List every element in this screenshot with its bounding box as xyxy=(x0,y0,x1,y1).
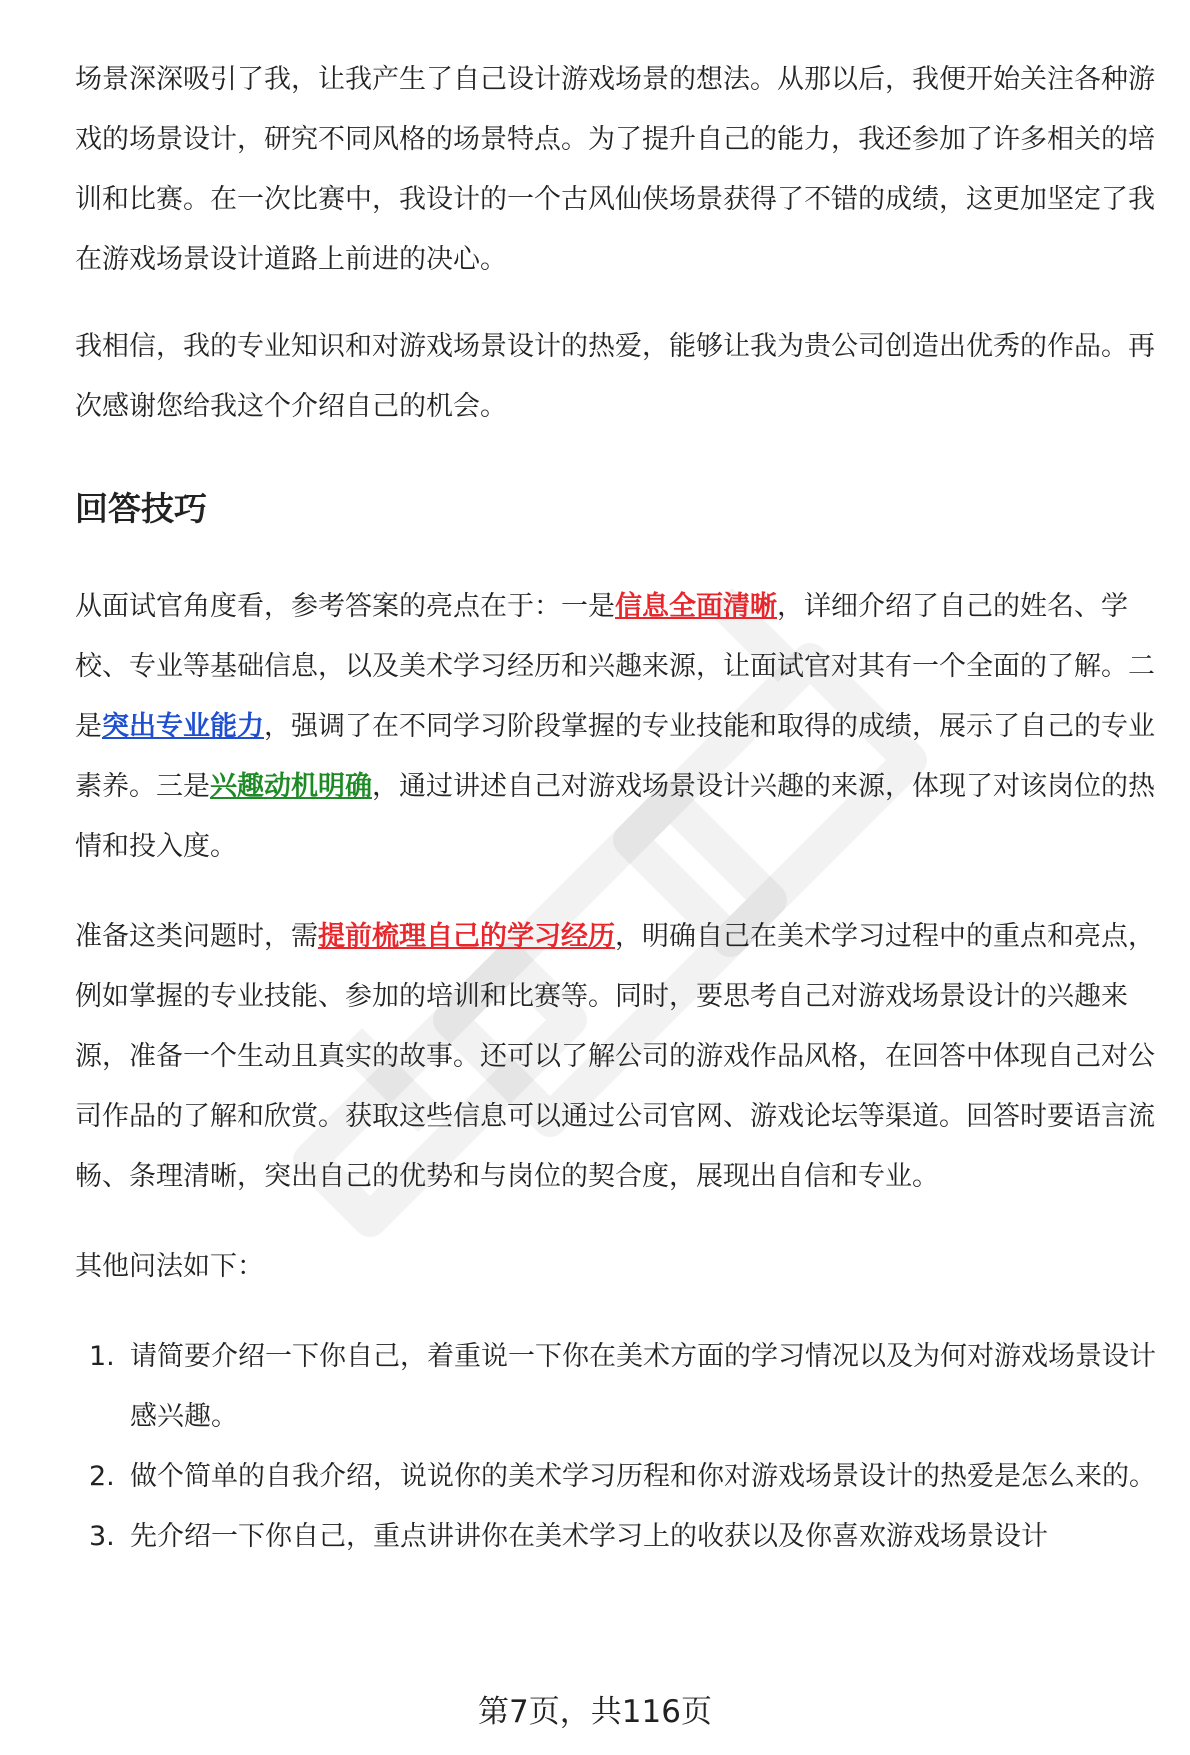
paragraph-preparation xyxy=(75,907,1160,1207)
highlight-interest-motivation: 兴趣动机明确 xyxy=(210,771,372,802)
list-item xyxy=(75,1327,1160,1447)
list-item xyxy=(75,1447,1160,1507)
list-item-number: 3. xyxy=(89,1521,115,1552)
analysis-text-1: 从面试官角度看，参考答案的亮点在于：一是 xyxy=(75,591,615,622)
analysis-text-2: ，详细介绍了自己的姓名、学校、专业等基础信息，以及美术学习经历和兴趣来源，让面试官对其有一个全面的了解。二是 xyxy=(75,591,1155,742)
analysis-text-3: ，强调了在不同学习阶段掌握的专业技能和取得的成绩，展示了自己的专业素养。三是 xyxy=(75,711,1155,802)
highlight-learning-history: 提前梳理自己的学习经历 xyxy=(318,921,615,952)
other-questions-title: 其他问法如下： xyxy=(75,1251,264,1282)
list-item-number: 2. xyxy=(89,1461,115,1492)
list-item-number: 1. xyxy=(89,1341,115,1372)
highlight-info-clear: 信息全面清晰 xyxy=(615,591,777,622)
paragraph-closing: 我相信，我的专业知识和对游戏场景设计的热爱，能够让我为贵公司创造出优秀的作品。再次感谢您给我这个介绍自己的机会。 xyxy=(75,331,1155,422)
list-item-text: 请简要介绍一下你自己，着重说一下你在美术方面的学习情况以及为何对游戏场景设计感兴趣。 xyxy=(130,1341,1156,1432)
list-item xyxy=(75,1507,1160,1567)
section-title: 回答技巧 xyxy=(75,489,207,528)
paragraph-analysis xyxy=(75,577,1160,877)
list-item-text: 先介绍一下你自己，重点讲讲你在美术学习上的收获以及你喜欢游戏场景设计 xyxy=(130,1521,1048,1552)
page-number-footer: 第7页，共116页 xyxy=(478,1694,712,1730)
preparation-text-1: 准备这类问题时，需 xyxy=(75,921,318,952)
list-item-text: 做个简单的自我介绍，说说你的美术学习历程和你对游戏场景设计的热爱是怎么来的。 xyxy=(130,1461,1156,1492)
highlight-professional-ability: 突出专业能力 xyxy=(102,711,264,742)
page-content xyxy=(75,50,1160,1567)
question-list xyxy=(75,1327,1160,1567)
paragraph-intro-continued: 场景深深吸引了我，让我产生了自己设计游戏场景的想法。从那以后，我便开始关注各种游戏的场景设计，研究不同风格的场景特点。为了提升自己的能力，我还参加了许多相关的培训和比赛。在一次比赛中，我设计的一个古风仙侠场景获得了不错的成绩，这更加坚定了我在游戏场景设计道路上前进的决心。 xyxy=(75,64,1155,275)
analysis-text-4: ，通过讲述自己对游戏场景设计兴趣的来源，体现了对该岗位的热情和投入度。 xyxy=(75,771,1155,862)
preparation-text-2: ，明确自己在美术学习过程中的重点和亮点，例如掌握的专业技能、参加的培训和比赛等。同时，要思考自己对游戏场景设计的兴趣来源，准备一个生动且真实的故事。还可以了解公司的游戏作品风格，在回答中体现自己对公司作品的了解和欣赏。获取这些信息可以通过公司官网、游戏论坛等渠道。回答时要语言流畅、条理清晰，突出自己的优势和与岗位的契合度，展现出自信和专业。 xyxy=(75,921,1155,1192)
